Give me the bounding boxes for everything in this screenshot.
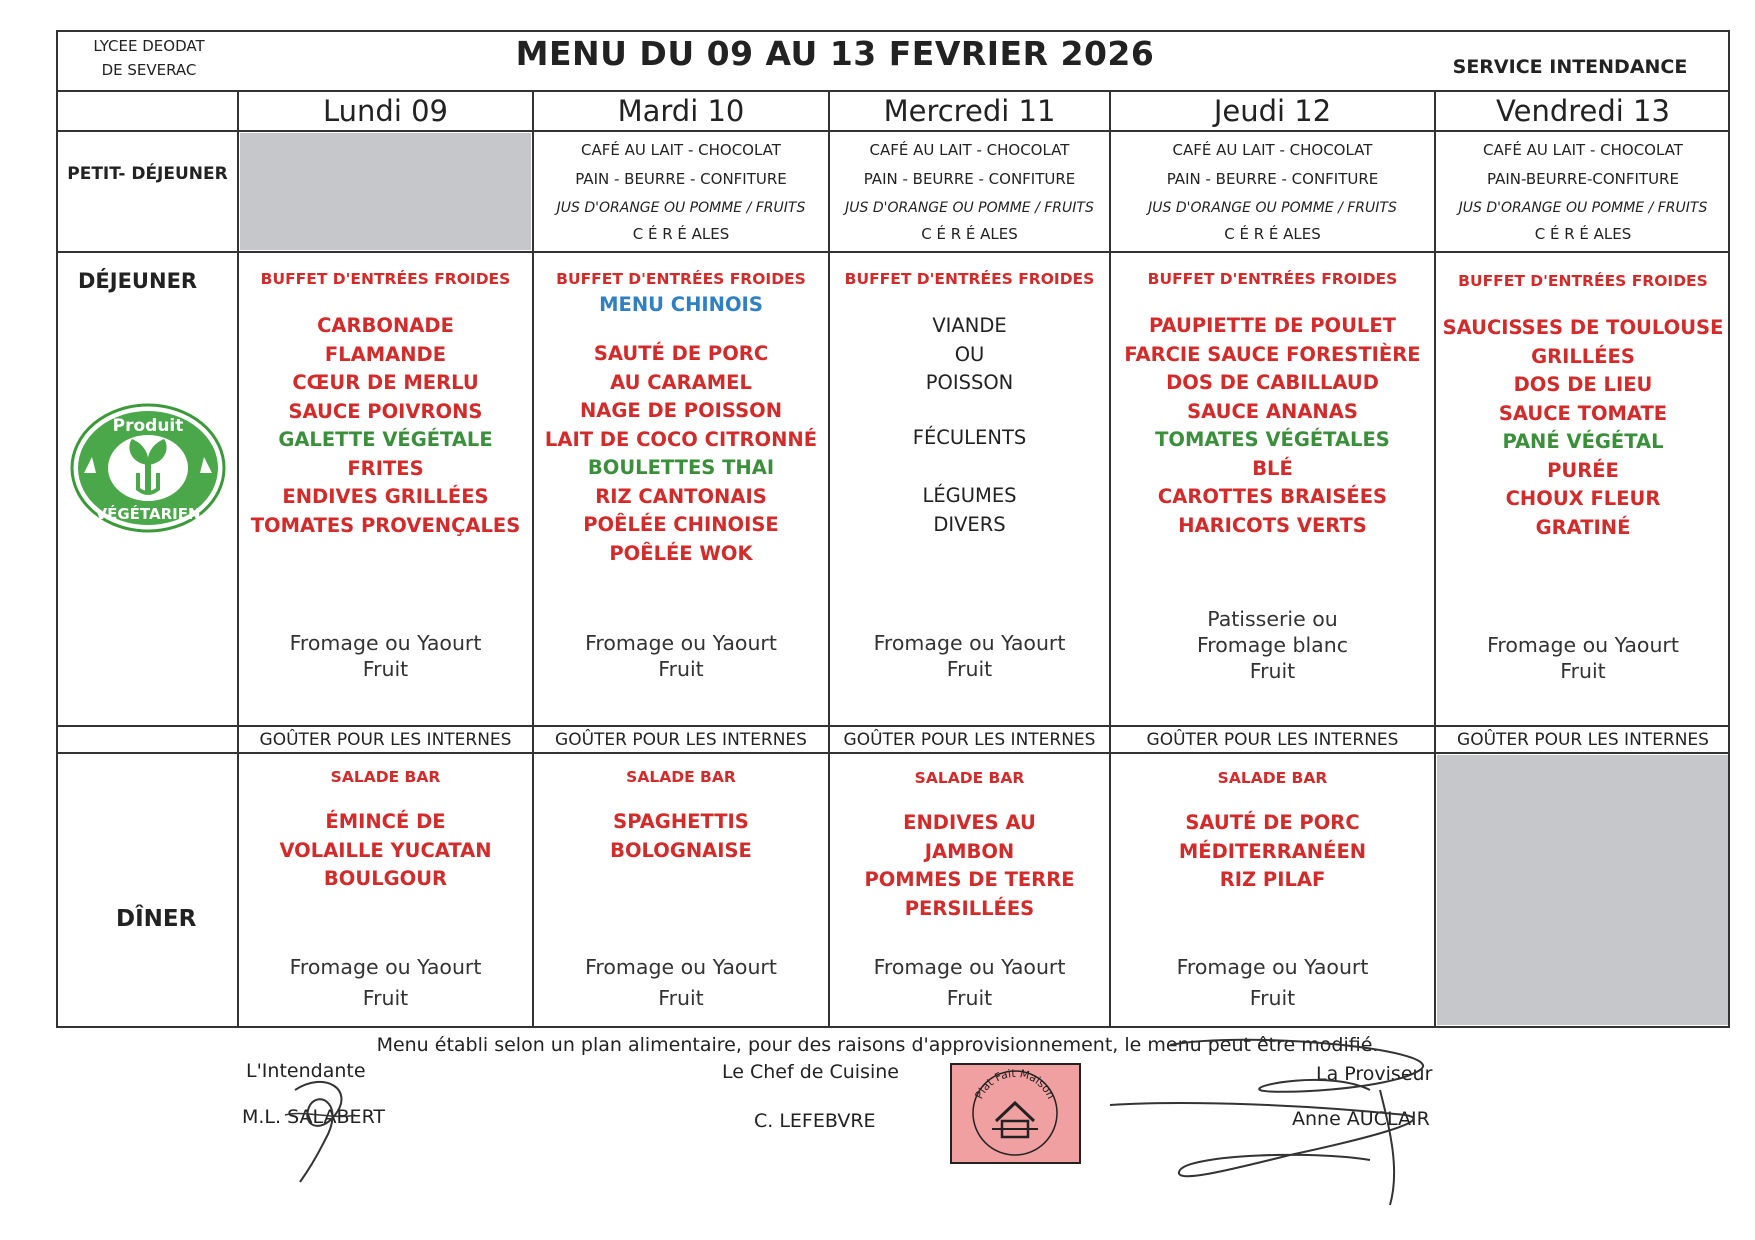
breakfast-item: PAIN - BEURRE - CONFITURE — [1166, 170, 1379, 188]
service-label: SERVICE INTENDANCE — [1452, 56, 1688, 78]
dish: DIVERS — [933, 512, 1006, 536]
breakfast-item: JUS D'ORANGE OU POMME / FRUITS — [556, 200, 806, 216]
gouter-lundi: GOÛTER POUR LES INTERNES — [259, 730, 512, 750]
dessert-item: Fromage ou Yaourt — [585, 631, 777, 655]
dish: BLÉ — [1252, 456, 1293, 480]
dish: POMMES DE TERRE — [864, 868, 1075, 891]
vegetarian-logo — [70, 403, 226, 537]
breakfast-item: C É R É ALES — [632, 225, 730, 243]
breakfast-jeudi — [1111, 136, 1434, 245]
lunch-mercredi — [830, 270, 1109, 539]
breakfast-item: C É R É ALES — [1534, 225, 1632, 243]
day-header-lundi: Lundi 09 — [323, 94, 448, 128]
dish: POISSON — [925, 371, 1014, 394]
vegetarian-dish: PANÉ VÉGÉTAL — [1502, 430, 1664, 453]
breakfast-item: PAIN - BEURRE - CONFITURE — [575, 170, 787, 188]
dish: LAIT DE COCO CITRONNÉ — [544, 427, 818, 451]
dessert-item: Fruit — [362, 986, 409, 1010]
dinner-mardi — [534, 768, 828, 865]
dish: SPAGHETTIS — [613, 810, 749, 833]
dessert-item: Fruit — [658, 986, 704, 1010]
dish: VIANDE — [932, 314, 1007, 337]
dinner-dessert-jeudi — [1111, 952, 1434, 1014]
dish: DOS DE CABILLAUD — [1166, 371, 1379, 394]
dish: TOMATES PROVENÇALES — [250, 513, 521, 537]
row-label-breakfast: PETIT- DÉJEUNER — [67, 164, 228, 184]
dish: LÉGUMES — [922, 484, 1017, 507]
lunch-dessert-mercredi — [830, 630, 1109, 682]
day-header-mercredi: Mercredi 11 — [883, 94, 1056, 128]
grid-line — [56, 752, 1730, 754]
dish: CARBONADE — [317, 314, 454, 337]
dish: SAUCISSES DE TOULOUSE — [1442, 316, 1724, 339]
school-name — [64, 34, 234, 82]
day-header-mardi: Mardi 10 — [617, 94, 745, 128]
grid-line — [56, 725, 1730, 727]
buffet-label: BUFFET D'ENTRÉES FROIDES — [260, 270, 511, 288]
buffet-label: BUFFET D'ENTRÉES FROIDES — [1458, 272, 1708, 290]
dish: CŒUR DE MERLU — [292, 371, 479, 394]
breakfast-vendredi — [1436, 136, 1730, 245]
dish: OU — [954, 342, 985, 366]
dish: CAROTTES BRAISÉES — [1157, 485, 1388, 508]
dish: SAUCE POIVRONS — [288, 399, 483, 423]
dish: ÉMINCÉ DE — [325, 810, 446, 833]
dinner-mercredi — [830, 769, 1109, 923]
grid-line — [56, 130, 1730, 132]
dessert-item: Fromage ou Yaourt — [1176, 955, 1369, 979]
salade-bar-label: SALADE BAR — [914, 769, 1025, 787]
veg-logo-bottom-text: VÉGÉTARIEN — [95, 505, 201, 523]
dinner-dessert-mercredi — [830, 952, 1109, 1014]
dish: POÊLÉE CHINOISE — [583, 513, 779, 536]
vegetarian-dish: GALETTE VÉGÉTALE — [278, 428, 493, 451]
lunch-dessert-jeudi — [1111, 606, 1434, 684]
lunch-dessert-lundi — [239, 630, 532, 682]
row-label-dinner: DÎNER — [116, 906, 197, 932]
dessert-item: Fruit — [1560, 659, 1606, 683]
breakfast-item: JUS D'ORANGE OU POMME / FRUITS — [1148, 200, 1397, 216]
lunch-vendredi — [1436, 272, 1730, 542]
dessert-item: Fruit — [946, 986, 993, 1010]
dish: DOS DE LIEU — [1513, 373, 1653, 396]
dish: PURÉE — [1547, 458, 1619, 482]
dish: BOULGOUR — [323, 867, 448, 890]
dish: HARICOTS VERTS — [1178, 513, 1367, 537]
breakfast-mercredi — [830, 136, 1109, 245]
lunch-lundi — [239, 270, 532, 540]
dish: PERSILLÉES — [904, 896, 1035, 920]
buffet-label: BUFFET D'ENTRÉES FROIDES — [844, 270, 1095, 288]
gouter-jeudi: GOÛTER POUR LES INTERNES — [1146, 730, 1399, 750]
lunch-mardi — [534, 270, 828, 568]
row-label-lunch: DÉJEUNER — [78, 269, 198, 293]
breakfast-item: C É R É ALES — [921, 225, 1018, 243]
salade-bar-label: SALADE BAR — [1217, 769, 1328, 787]
veg-logo-top-text: Produit — [112, 416, 184, 436]
dish: CHOUX FLEUR — [1505, 487, 1661, 510]
dish: AU CARAMEL — [610, 370, 752, 394]
page-title: MENU DU 09 AU 13 FEVRIER 2026 — [515, 34, 1155, 73]
buffet-label: BUFFET D'ENTRÉES FROIDES — [556, 270, 806, 288]
footer-note: Menu établi selon un plan alimentaire, pour des raisons d'approvisionnement, le menu peut être modifié. — [376, 1034, 1379, 1056]
dessert-item: Fromage ou Yaourt — [873, 631, 1066, 655]
breakfast-item: CAFÉ AU LAIT - CHOCOLAT — [1172, 141, 1373, 159]
dish: FLAMANDE — [324, 342, 447, 366]
gouter-mercredi: GOÛTER POUR LES INTERNES — [843, 730, 1096, 750]
intendante-signature — [265, 1070, 375, 1190]
dish: FARCIE SAUCE FORESTIÈRE — [1124, 342, 1421, 366]
empty-cell-breakfast-lundi — [240, 133, 531, 250]
lunch-dessert-vendredi — [1436, 632, 1730, 684]
homemade-stamp-icon — [952, 1065, 1079, 1162]
dessert-item: Fromage blanc — [1196, 633, 1349, 657]
breakfast-item: CAFÉ AU LAIT - CHOCOLAT — [581, 141, 781, 159]
intendante-role: L'Intendante — [246, 1060, 366, 1082]
dessert-item: Fromage ou Yaourt — [289, 631, 482, 655]
dish: ENDIVES GRILLÉES — [282, 485, 489, 508]
proviseur-signature — [1110, 1030, 1470, 1210]
school-line-2: DE SEVERAC — [101, 61, 197, 79]
dessert-item: Fromage ou Yaourt — [585, 955, 777, 979]
buffet-label: BUFFET D'ENTRÉES FROIDES — [1147, 270, 1398, 288]
dish: ENDIVES AU — [903, 811, 1036, 834]
vegetarian-logo-icon — [70, 403, 226, 533]
dish: FÉCULENTS — [912, 425, 1027, 449]
dessert-item: Fruit — [362, 657, 409, 681]
breakfast-item: JUS D'ORANGE OU POMME / FRUITS — [845, 200, 1094, 216]
dish: VOLAILLE YUCATAN — [279, 838, 492, 862]
dish: FRITES — [347, 456, 424, 480]
proviseur-name: Anne AUCLAIR — [1292, 1108, 1430, 1130]
svg-text:Plat Fait Maison — [972, 1067, 1057, 1101]
dish: GRILLÉES — [1531, 344, 1635, 368]
dinner-dessert-mardi — [534, 952, 828, 1014]
dessert-item: Fruit — [1249, 986, 1296, 1010]
day-header-vendredi: Vendredi 13 — [1496, 94, 1670, 128]
dish: MÉDITERRANÉEN — [1178, 839, 1367, 863]
dish: SAUCE TOMATE — [1498, 401, 1668, 425]
gouter-vendredi: GOÛTER POUR LES INTERNES — [1457, 730, 1709, 750]
dinner-lundi — [239, 768, 532, 894]
breakfast-item: CAFÉ AU LAIT - CHOCOLAT — [869, 141, 1070, 159]
dessert-item: Fruit — [1249, 659, 1296, 683]
chef-name: C. LEFEBVRE — [754, 1110, 876, 1132]
dessert-item: Patisserie ou — [1207, 607, 1338, 631]
dessert-item: Fruit — [946, 657, 993, 681]
dish: SAUTÉ DE PORC — [1185, 811, 1360, 834]
salade-bar-label: SALADE BAR — [330, 768, 441, 786]
dish: RIZ CANTONAIS — [595, 484, 767, 508]
dessert-item: Fromage ou Yaourt — [873, 955, 1066, 979]
homemade-stamp — [950, 1063, 1081, 1164]
stamp-text: Plat Fait Maison — [972, 1066, 1058, 1102]
proviseur-role: La Proviseur — [1316, 1063, 1433, 1085]
dessert-item: Fromage ou Yaourt — [1487, 633, 1679, 657]
breakfast-item: JUS D'ORANGE OU POMME / FRUITS — [1458, 200, 1708, 216]
dish: GRATINÉ — [1535, 515, 1631, 539]
grid-line — [56, 251, 1730, 253]
day-header-jeudi: Jeudi 12 — [1213, 94, 1332, 128]
lunch-jeudi — [1111, 270, 1434, 540]
dish: SAUTÉ DE PORC — [593, 342, 769, 365]
dinner-jeudi — [1111, 769, 1434, 895]
dinner-dessert-lundi — [239, 952, 532, 1014]
special-menu-label: MENU CHINOIS — [599, 293, 763, 316]
vegetarian-dish: TOMATES VÉGÉTALES — [1155, 428, 1390, 451]
dish: PAUPIETTE DE POULET — [1149, 314, 1396, 337]
dish: RIZ PILAF — [1219, 868, 1326, 891]
breakfast-item: PAIN-BEURRE-CONFITURE — [1487, 170, 1679, 188]
dish: NAGE DE POISSON — [579, 399, 783, 422]
salade-bar-label: SALADE BAR — [626, 768, 736, 786]
breakfast-mardi — [534, 136, 828, 245]
dish: SAUCE ANANAS — [1187, 399, 1358, 423]
dish: BOLOGNAISE — [610, 838, 752, 862]
school-line-1: LYCEE DEODAT — [93, 37, 205, 55]
breakfast-item: CAFÉ AU LAIT - CHOCOLAT — [1483, 141, 1683, 159]
breakfast-item: C É R É ALES — [1224, 225, 1321, 243]
dessert-item: Fromage ou Yaourt — [289, 955, 482, 979]
vegetarian-dish: BOULETTES THAI — [587, 456, 775, 479]
lunch-dessert-mardi — [534, 630, 828, 682]
chef-role: Le Chef de Cuisine — [722, 1061, 899, 1083]
gouter-mardi: GOÛTER POUR LES INTERNES — [555, 730, 807, 750]
dessert-item: Fruit — [658, 657, 704, 681]
breakfast-item: PAIN - BEURRE - CONFITURE — [863, 170, 1076, 188]
intendante-name: M.L. SALABERT — [242, 1106, 385, 1128]
dish: POÊLÉE WOK — [609, 541, 753, 565]
empty-cell-dinner-vendredi — [1437, 755, 1728, 1025]
dish: JAMBON — [924, 839, 1015, 863]
